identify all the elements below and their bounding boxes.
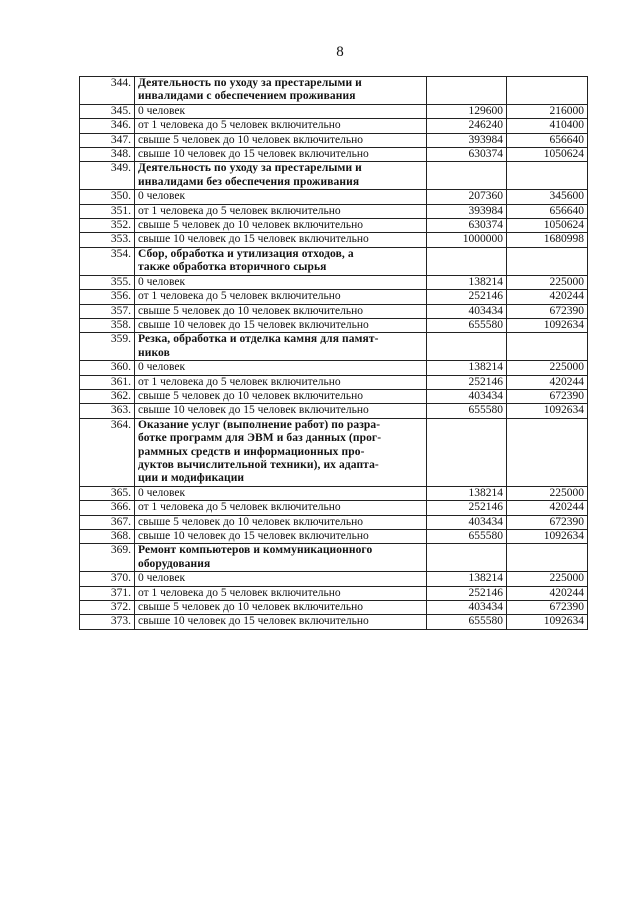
value-2: 216000 — [507, 104, 588, 118]
row-number: 359. — [80, 333, 135, 361]
table-row — [80, 104, 588, 118]
value-1: 252146 — [427, 501, 507, 515]
table-row — [80, 119, 588, 133]
row-number: 363. — [80, 404, 135, 418]
value-2 — [507, 247, 588, 275]
table-row — [80, 318, 588, 332]
value-1: 403434 — [427, 389, 507, 403]
employee-range: от 1 человека до 5 человек включительно — [135, 375, 427, 389]
row-number: 352. — [80, 219, 135, 233]
value-1: 403434 — [427, 515, 507, 529]
value-2: 420244 — [507, 375, 588, 389]
employee-range: свыше 5 человек до 10 человек включительно — [135, 133, 427, 147]
row-number: 362. — [80, 389, 135, 403]
value-1: 655580 — [427, 615, 507, 629]
row-number: 370. — [80, 572, 135, 586]
value-2: 672390 — [507, 515, 588, 529]
employee-range: 0 человек — [135, 275, 427, 289]
value-1: 393984 — [427, 133, 507, 147]
table-row — [80, 601, 588, 615]
activity-heading — [135, 162, 427, 190]
table-row — [80, 404, 588, 418]
value-1: 630374 — [427, 219, 507, 233]
table-row — [80, 361, 588, 375]
table-row — [80, 572, 588, 586]
value-2: 1092634 — [507, 404, 588, 418]
employee-range: свыше 10 человек до 15 человек включительно — [135, 148, 427, 162]
employee-range: свыше 5 человек до 10 человек включительно — [135, 304, 427, 318]
table-row — [80, 515, 588, 529]
heading-line: раммных средств и информационных про- — [138, 445, 365, 458]
value-1: 138214 — [427, 275, 507, 289]
employee-range: 0 человек — [135, 190, 427, 204]
value-2: 1050624 — [507, 219, 588, 233]
row-number: 364. — [80, 418, 135, 486]
value-1: 403434 — [427, 304, 507, 318]
row-number: 358. — [80, 318, 135, 332]
value-2 — [507, 418, 588, 486]
table-row — [80, 219, 588, 233]
employee-range: свыше 10 человек до 15 человек включительно — [135, 530, 427, 544]
row-number: 365. — [80, 486, 135, 500]
row-number: 372. — [80, 601, 135, 615]
table-row — [80, 133, 588, 147]
section-heading-row — [80, 247, 588, 275]
row-number: 360. — [80, 361, 135, 375]
heading-line: Деятельность по уходу за престарелыми и — [138, 77, 362, 89]
row-number: 344. — [80, 77, 135, 105]
row-number: 350. — [80, 190, 135, 204]
value-1 — [427, 247, 507, 275]
value-2: 225000 — [507, 361, 588, 375]
value-2: 225000 — [507, 275, 588, 289]
employee-range: свыше 5 человек до 10 человек включительно — [135, 219, 427, 233]
row-number: 347. — [80, 133, 135, 147]
activity-heading — [135, 77, 427, 105]
heading-line: Оказание услуг (выполнение работ) по разра- — [138, 418, 381, 431]
heading-line: Резка, обработка и отделка камня для памят- — [138, 333, 379, 346]
value-2: 420244 — [507, 501, 588, 515]
row-number: 349. — [80, 162, 135, 190]
employee-range: от 1 человека до 5 человек включительно — [135, 586, 427, 600]
value-2: 656640 — [507, 133, 588, 147]
section-heading-row — [80, 77, 588, 105]
activity-heading — [135, 418, 427, 486]
value-1: 138214 — [427, 486, 507, 500]
value-1: 630374 — [427, 148, 507, 162]
row-number: 345. — [80, 104, 135, 118]
value-2: 420244 — [507, 586, 588, 600]
value-2: 1092634 — [507, 530, 588, 544]
value-2: 672390 — [507, 601, 588, 615]
row-number: 357. — [80, 304, 135, 318]
heading-line: Сбор, обработка и утилизация отходов, а — [138, 247, 354, 260]
table-row — [80, 530, 588, 544]
value-1 — [427, 162, 507, 190]
row-number: 371. — [80, 586, 135, 600]
heading-line: оборудования — [138, 557, 211, 570]
row-number: 348. — [80, 148, 135, 162]
row-number: 368. — [80, 530, 135, 544]
table-row — [80, 586, 588, 600]
activity-heading — [135, 247, 427, 275]
value-2: 1092634 — [507, 318, 588, 332]
employee-range: 0 человек — [135, 361, 427, 375]
value-2: 672390 — [507, 389, 588, 403]
employee-range: 0 человек — [135, 572, 427, 586]
heading-line: инвалидами с обеспечением проживания — [138, 90, 356, 103]
value-1 — [427, 418, 507, 486]
employee-range: 0 человек — [135, 486, 427, 500]
employee-range: свыше 5 человек до 10 человек включительно — [135, 389, 427, 403]
value-1: 252146 — [427, 290, 507, 304]
heading-line: также обработка вторичного сырья — [138, 261, 327, 274]
employee-range: от 1 человека до 5 человек включительно — [135, 204, 427, 218]
employee-range: свыше 10 человек до 15 человек включительно — [135, 318, 427, 332]
value-1 — [427, 77, 507, 105]
heading-line: ников — [138, 346, 170, 359]
value-1 — [427, 544, 507, 572]
table-row — [80, 501, 588, 515]
table-row — [80, 275, 588, 289]
row-number: 355. — [80, 275, 135, 289]
value-1: 655580 — [427, 530, 507, 544]
employee-range: свыше 10 человек до 15 человек включительно — [135, 615, 427, 629]
table-row — [80, 233, 588, 247]
table-row — [80, 486, 588, 500]
table-row — [80, 204, 588, 218]
table-row — [80, 190, 588, 204]
heading-line: ботке программ для ЭВМ и баз данных (прог- — [138, 432, 382, 445]
value-2 — [507, 77, 588, 105]
value-2: 345600 — [507, 190, 588, 204]
value-1: 252146 — [427, 586, 507, 600]
table-row — [80, 389, 588, 403]
value-2: 672390 — [507, 304, 588, 318]
heading-line: дуктов вычислительной техники), их адапта- — [138, 458, 379, 471]
value-1: 129600 — [427, 104, 507, 118]
employee-range: свыше 5 человек до 10 человек включительно — [135, 601, 427, 615]
row-number: 356. — [80, 290, 135, 304]
value-1 — [427, 333, 507, 361]
value-1: 246240 — [427, 119, 507, 133]
value-1: 138214 — [427, 361, 507, 375]
value-2: 225000 — [507, 572, 588, 586]
table-row — [80, 148, 588, 162]
heading-line: Ремонт компьютеров и коммуникационного — [138, 544, 373, 557]
value-2 — [507, 333, 588, 361]
value-2 — [507, 544, 588, 572]
table-row — [80, 375, 588, 389]
row-number: 354. — [80, 247, 135, 275]
value-2: 1680998 — [507, 233, 588, 247]
value-1: 655580 — [427, 404, 507, 418]
row-number: 361. — [80, 375, 135, 389]
value-2 — [507, 162, 588, 190]
value-1: 403434 — [427, 601, 507, 615]
activity-heading — [135, 544, 427, 572]
row-number: 353. — [80, 233, 135, 247]
page-number: 8 — [336, 44, 344, 60]
value-1: 252146 — [427, 375, 507, 389]
value-1: 393984 — [427, 204, 507, 218]
value-2: 1092634 — [507, 615, 588, 629]
section-heading-row — [80, 418, 588, 486]
section-heading-row — [80, 162, 588, 190]
row-number: 346. — [80, 119, 135, 133]
activity-heading — [135, 333, 427, 361]
section-heading-row — [80, 544, 588, 572]
table-row — [80, 290, 588, 304]
row-number: 373. — [80, 615, 135, 629]
heading-line: Деятельность по уходу за престарелыми и — [138, 162, 362, 175]
employee-range: свыше 10 человек до 15 человек включительно — [135, 233, 427, 247]
row-number: 369. — [80, 544, 135, 572]
row-number: 367. — [80, 515, 135, 529]
value-2: 656640 — [507, 204, 588, 218]
employee-range: 0 человек — [135, 104, 427, 118]
value-1: 655580 — [427, 318, 507, 332]
table-row — [80, 304, 588, 318]
value-1: 138214 — [427, 572, 507, 586]
value-2: 1050624 — [507, 148, 588, 162]
value-1: 1000000 — [427, 233, 507, 247]
row-number: 366. — [80, 501, 135, 515]
employee-range: от 1 человека до 5 человек включительно — [135, 290, 427, 304]
section-heading-row — [80, 333, 588, 361]
employee-range: свыше 5 человек до 10 человек включительно — [135, 515, 427, 529]
heading-line: инвалидами без обеспечения проживания — [138, 175, 360, 188]
heading-line: ции и модификации — [138, 472, 245, 485]
value-2: 420244 — [507, 290, 588, 304]
value-1: 207360 — [427, 190, 507, 204]
table-row — [80, 615, 588, 629]
tax-rates-table — [79, 76, 588, 630]
table-body — [80, 77, 588, 630]
value-2: 410400 — [507, 119, 588, 133]
value-2: 225000 — [507, 486, 588, 500]
employee-range: свыше 10 человек до 15 человек включительно — [135, 404, 427, 418]
employee-range: от 1 человека до 5 человек включительно — [135, 501, 427, 515]
employee-range: от 1 человека до 5 человек включительно — [135, 119, 427, 133]
row-number: 351. — [80, 204, 135, 218]
